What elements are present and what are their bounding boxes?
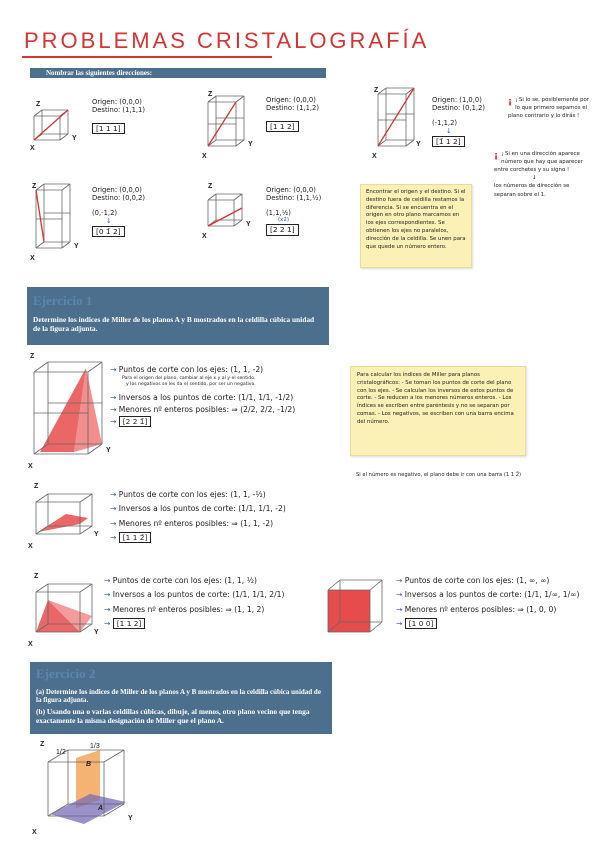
direction-3-result: [1̄ 1 2] (432, 136, 465, 147)
arrow-down-icon: ↓ (106, 217, 112, 226)
miller-block-3: → Puntos de corte con los ejes: (1, 1, ½) → Inversos a los puntos de corte: (1/1, 1/1, 2/1) → Menores nº enteros posibles: ⇒ (1, 1, 2) → [1 1 2] (104, 576, 285, 629)
miller-block-4: → Puntos de corte con los ejes: (1, ∞, ∞) → Inversos a los puntos de corte: (1/1, 1/∞, 1/∞) → Menores nº enteros posibles: ⇒ (1, 0, 0) → [1 0 0] (396, 576, 580, 629)
axis-z-label: Z (34, 573, 39, 580)
axis-y-label: Y (106, 447, 111, 454)
direction-5-extra2: (x2) (278, 217, 290, 224)
direction-3-origin: Origen: (1,0,0) (432, 96, 482, 104)
direction-2-origin: Origen: (0,0,0) (266, 96, 316, 104)
plane-cube-3 (26, 570, 106, 650)
fig-half-label: 1/2 (56, 749, 66, 756)
side-note-2-text: ¡ Si en una dirección aparece número que hay que aparecer entre corchetes y su signo ! (494, 151, 583, 174)
direction-cube-2 (200, 90, 262, 160)
direction-4-dest: Destino: (0,0,2) (92, 194, 146, 203)
ejercicio2-statement-b: (b) Usando una o varias celdillas cúbicas, dibuje, al menos, otro plano vecino que tenga exactamente la misma designación de Miller que el plano A. (36, 706, 310, 725)
ejercicio2-banner (30, 662, 332, 734)
page-title: PROBLEMAS CRISTALOGRAFÍA (24, 28, 430, 53)
side-note-2-tail: los números de dirección se separan sobre el 1. (494, 183, 570, 198)
axis-x-label: X (372, 153, 377, 160)
direction-3-dest: Destino: (0,1,2) (432, 104, 486, 113)
axis-y-label: Y (72, 135, 77, 142)
direction-2-dest: Destino: (1,1,2) (266, 104, 320, 113)
miller-3-result: [1 1 2] (113, 618, 146, 629)
fig-plane-b-label: B (86, 761, 92, 768)
miller-2-result: [1 1 2̄] (119, 532, 152, 543)
miller-4-inversos: Inversos a los puntos de corte: (1/1, 1/∞, 1/∞) (404, 590, 580, 600)
ejercicio1-label: Ejercicio 1 (33, 293, 93, 308)
axis-y-label: Y (74, 243, 79, 250)
axis-z-label: Z (36, 101, 41, 108)
direction-5-extra: (1,1,½) (266, 208, 291, 217)
sticky-note-miller (350, 366, 526, 456)
direction-4-extra: (0,-1,2) (92, 208, 118, 217)
plane-cube-4 (320, 570, 398, 640)
direction-cube-5 (200, 180, 260, 240)
axis-x-label: X (202, 153, 207, 160)
axis-y-label: Y (128, 815, 133, 822)
miller-1-enteros: Menores nº enteros posibles: ⇒ (2/2, 2/2, -1/2) (118, 405, 296, 415)
axis-x-label: X (202, 233, 207, 240)
direction-1-dest: Destino: (1,1,1) (92, 106, 146, 115)
plane-cube-2 (26, 480, 106, 552)
miller-2-enteros: Menores nº enteros posibles: ⇒ (1, 1, -2) (118, 518, 274, 528)
axis-x-label: X (28, 641, 33, 648)
miller-3-corte: Puntos de corte con los ejes: (1, 1, ½) (112, 576, 257, 585)
arrow-down-icon: ↓ (446, 127, 452, 136)
title-underline (22, 56, 272, 58)
axis-z-label: Z (30, 353, 35, 360)
sticky-note-directions-text: Encontrar el origen y el destino. Si el destino fuera de celdilla restamos la diferencia. Si se encuentra en el origen en otro plano marcamos en los ejes correspondientes. Se obtienen los ejes no paralelos, dirección de la celdilla. Se unen para que quede un número entero. (366, 189, 466, 250)
direction-5-origin: Origen: (0,0,0) (266, 186, 316, 194)
axis-z-label: Z (208, 183, 213, 190)
axis-x-label: X (32, 829, 37, 836)
miller-block-1: → Puntos de corte con los ejes: (1, 1, -2) Para el origen del plano, cambiar al eje x y al y el sentido. y los negativos se les da el sentido, por ser un negativo. → Inversos a los puntos de corte: (1/1, 1/1, -1/2) → Menores nº enteros posibles: ⇒ (2/2, 2/2, -1/2) → [2 2 1̄] (110, 365, 296, 427)
miller-1-result: [2 2 1̄] (119, 416, 152, 427)
ejercicio1-banner (27, 287, 329, 345)
axis-z-label: Z (374, 87, 379, 94)
axis-x-label: X (30, 145, 35, 152)
direction-4-text (92, 186, 145, 237)
direction-5-dest: Destino: (1,1,½) (266, 194, 322, 203)
direction-4-origin: Origen: (0,0,0) (92, 186, 142, 194)
miller-2-corte: Puntos de corte con los ejes: (1, 1, -½) (118, 490, 266, 499)
miller-3-enteros: Menores nº enteros posibles: ⇒ (1, 1, 2) (112, 604, 265, 614)
direction-4-result: [0 1̄ 2] (92, 226, 125, 237)
plane-cube-1 (26, 352, 116, 470)
fig-third-label: 1/3 (90, 743, 100, 750)
axis-y-label: Y (248, 141, 253, 148)
direction-1-result: [1 1 1] (92, 123, 125, 134)
miller-block-2: → Puntos de corte con los ejes: (1, 1, -½) → Inversos a los puntos de corte: (1/1, 1/1, -2) → Menores nº enteros posibles: ⇒ (1, 1, -2) → [1 1 2̄] (110, 490, 286, 543)
axis-z-label: Z (208, 91, 213, 98)
axis-z-label: Z (34, 483, 39, 490)
axis-y-label: Y (246, 221, 251, 228)
ejercicio2-figure (28, 742, 138, 838)
miller-2-inversos: Inversos a los puntos de corte: (1/1, 1/1, -2) (118, 504, 286, 514)
axis-z-label: Z (40, 741, 45, 748)
direction-3-text (432, 96, 485, 147)
miller-1-corte: Puntos de corte con los ejes: (1, 1, -2) (118, 365, 264, 374)
sticky-note-directions (360, 184, 472, 268)
direction-5-result: [2 2 1] (266, 224, 299, 235)
axis-x-label: X (28, 543, 33, 550)
miller-1-note1: Para el origen del plano, cambiar al eje x y al y el sentido. (122, 376, 256, 382)
direction-5-text (266, 186, 321, 236)
direction-2-result: [1 1 2] (266, 121, 299, 132)
direction-1-text (92, 98, 145, 134)
section1-banner-text: Nombrar las siguientes direcciones: (46, 69, 153, 77)
direction-2-text (266, 96, 319, 132)
miller-extra-line: Si el número es negativo, el plano debe ir con una barra (1 1 2̄) (356, 472, 522, 478)
axis-y-label: Y (416, 141, 421, 148)
ejercicio2-statement-a: (a) Determine los índices de Miller de los planos A y B mostrados en la celdilla cúbica unidad de la figura adjunta. (36, 688, 321, 705)
miller-4-corte: Puntos de corte con los ejes: (1, ∞, ∞) (404, 576, 550, 585)
section1-banner (30, 68, 326, 78)
sticky-note-miller-text: Para calcular los índices de Miller para planos cristalográficos: - Se toman los puntos de corte del plano con los ejes. - Se calculan los inversos de estos puntos de corte. - Se reducen a los menores números enteros. - Los índices se escriben entre paréntesis y no se separan por comas. - Los negativos, se escriben con una barra encima del número. (357, 372, 514, 425)
axis-y-label: Y (94, 531, 99, 538)
ejercicio1-statement: Determine los índices de Miller de los planos A y B mostrados en la celdilla cúbica unidad de la figura adjunta. (33, 315, 315, 334)
side-note-1: ¡ ¡ Si lo se, posiblemente por lo que primero sepamos el plano contrario y lo dirás ! (508, 97, 590, 120)
direction-3-extra: (-1,1,2) (432, 118, 458, 127)
miller-1-note2: y los negativos se les da el sentido, por ser un negativo. (126, 382, 256, 388)
side-note-2: ¡ ¡ Si en una dirección aparece número que hay que aparecer entre corchetes y su signo ! ↓ los números de dirección se separan sobre el 1. (494, 150, 592, 199)
axis-x-label: X (28, 463, 33, 470)
axis-y-label: Y (94, 629, 99, 636)
direction-cube-4 (30, 180, 90, 260)
side-note-2-arrow: ↓ (532, 175, 537, 182)
direction-1-origin: Origen: (0,0,0) (92, 98, 142, 106)
side-note-1-text: ¡ Si lo se, posiblemente por lo que primero sepamos el plano contrario y lo dirás ! (508, 97, 590, 120)
direction-cube-3 (370, 82, 432, 158)
axis-x-label: X (30, 255, 35, 262)
axis-z-label: Z (32, 183, 37, 190)
ejercicio2-label: Ejercicio 2 (36, 666, 96, 681)
miller-4-enteros: Menores nº enteros posibles: ⇒ (1, 0, 0) (404, 604, 557, 614)
miller-4-result: [1 0 0] (405, 618, 438, 629)
fig-plane-a-label: A (98, 805, 104, 812)
direction-cube-1 (30, 94, 90, 150)
miller-1-inversos: Inversos a los puntos de corte: (1/1, 1/1, -1/2) (118, 393, 294, 403)
miller-3-inversos: Inversos a los puntos de corte: (1/1, 1/1, 2/1) (112, 590, 285, 600)
